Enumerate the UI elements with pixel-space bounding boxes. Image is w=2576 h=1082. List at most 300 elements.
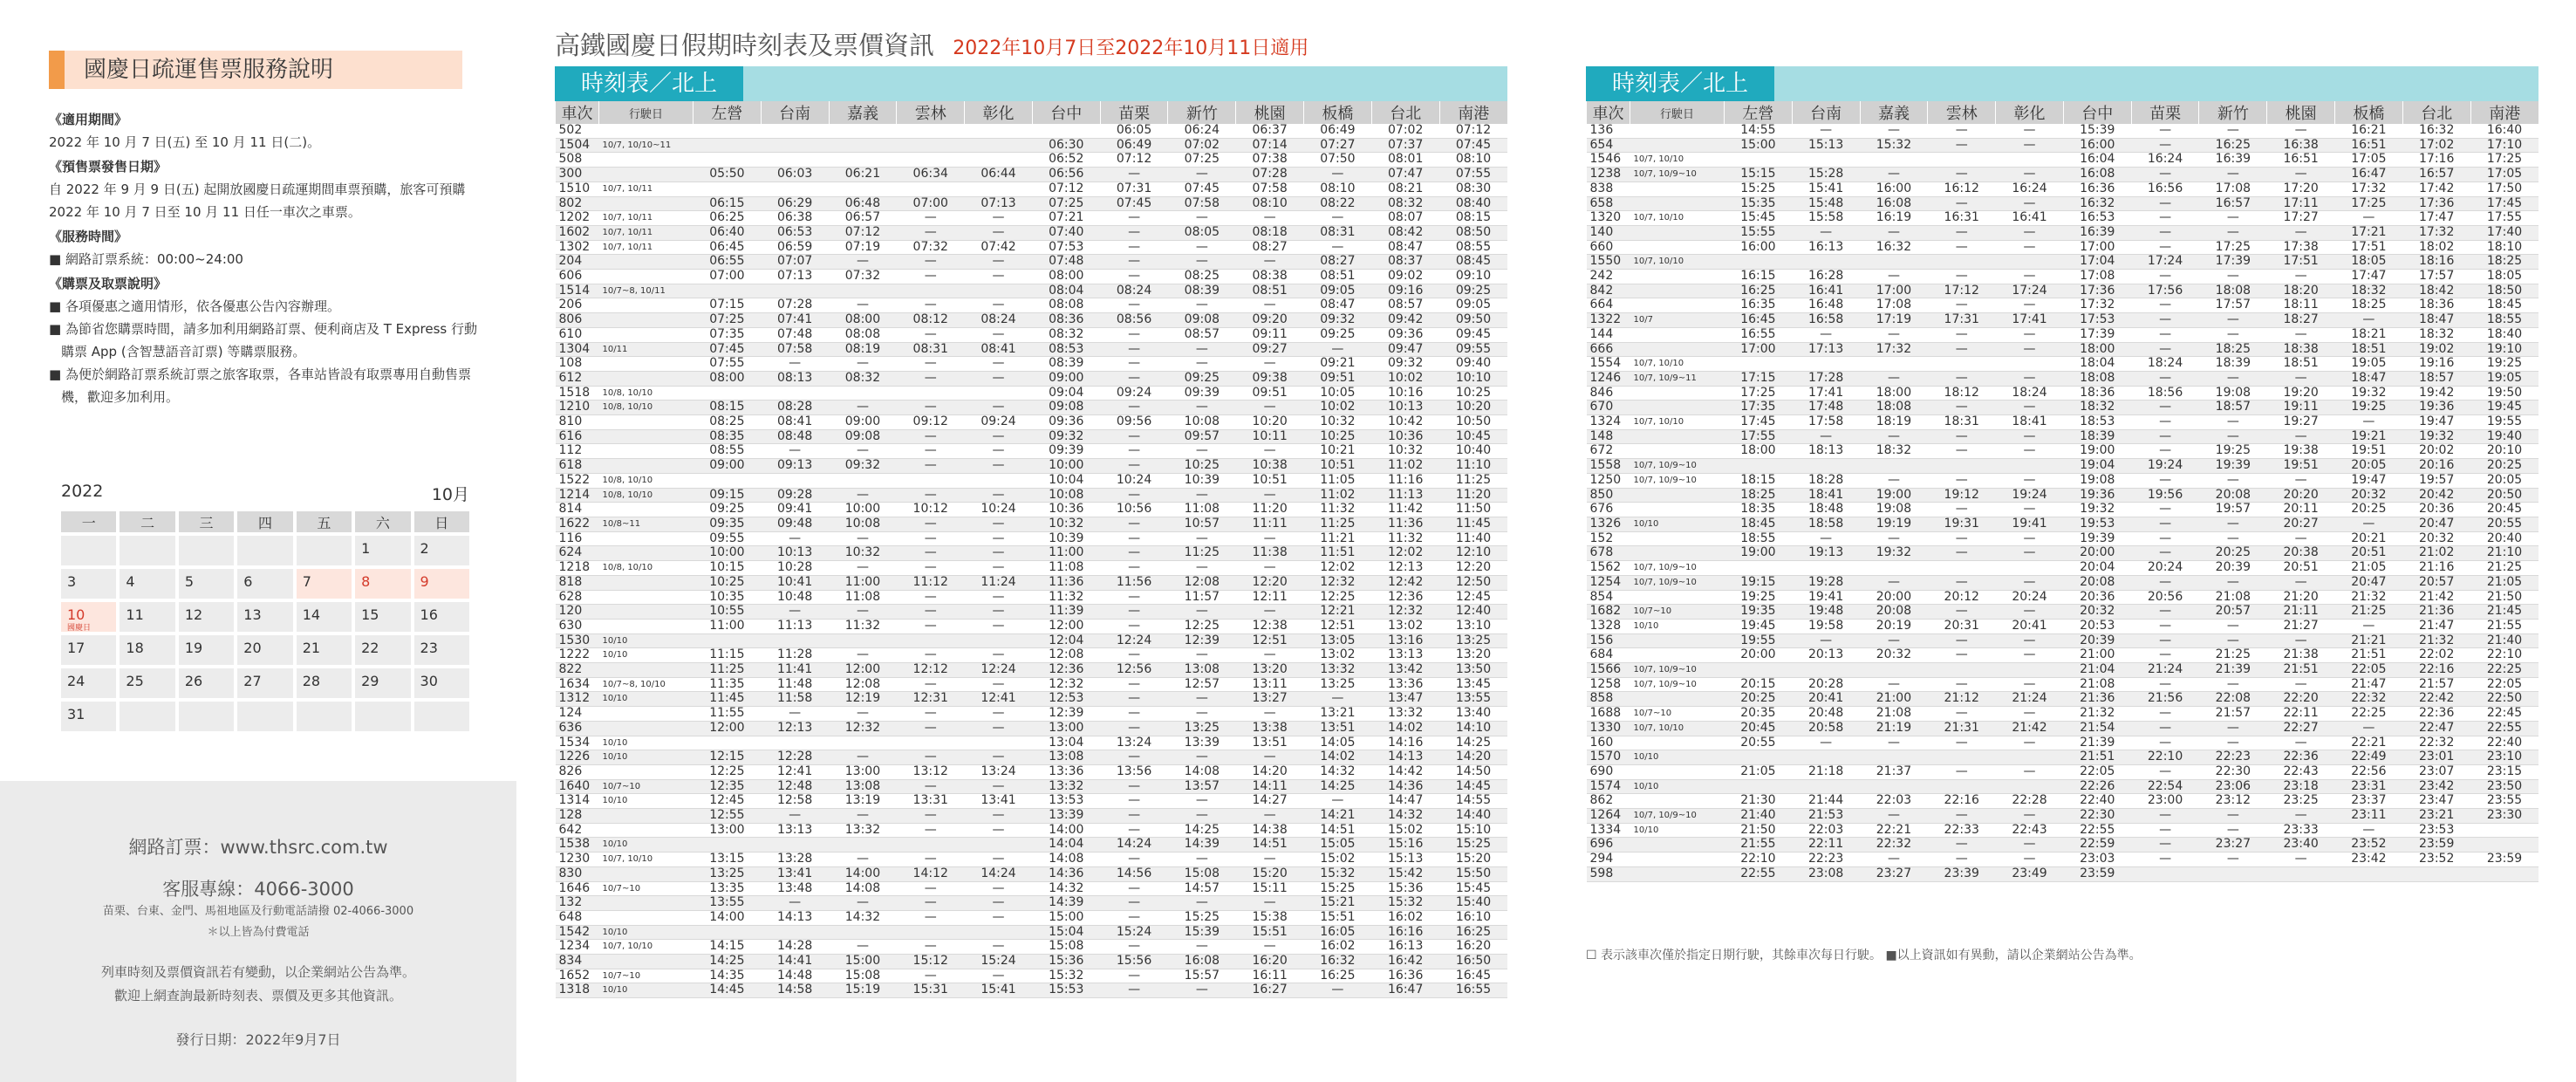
stop-time: — [965, 517, 1033, 531]
stop-time: — [1168, 794, 1236, 809]
stop-time: 22:40 [2063, 794, 2131, 809]
stop-time: — [1100, 853, 1168, 867]
run-days: 10/10 [1630, 517, 1725, 531]
stop-time: — [965, 255, 1033, 270]
stop-time: 18:35 [1725, 503, 1793, 517]
stop-time: 18:05 [2335, 255, 2403, 270]
stop-time: — [761, 605, 829, 620]
timetable-label-2: 時刻表／北上 [1586, 66, 1774, 101]
stop-time: 11:40 [1439, 531, 1507, 546]
stop-time [1792, 750, 1860, 765]
stop-time: 12:35 [694, 779, 762, 794]
stop-time: 16:08 [1168, 955, 1236, 969]
stop-time: 08:12 [897, 313, 965, 328]
stop-time: 13:10 [1439, 619, 1507, 633]
table-row [1587, 284, 2539, 298]
stop-time: — [2199, 168, 2267, 182]
stop-time: 17:36 [2063, 284, 2131, 298]
stop-time [829, 284, 897, 298]
stop-time: 20:24 [2131, 561, 2199, 576]
stop-time: — [2131, 342, 2199, 357]
stop-time: 06:48 [829, 196, 897, 211]
stop-time: — [1928, 138, 1996, 153]
table-row [1587, 255, 2539, 270]
stop-time: — [965, 211, 1033, 226]
stop-time: 15:36 [1032, 955, 1100, 969]
stop-time: 10:00 [1032, 459, 1100, 474]
stop-time: 19:05 [2335, 357, 2403, 372]
stop-time: 19:04 [2063, 459, 2131, 474]
stop-time: — [1928, 196, 1996, 211]
stop-time: 20:50 [2470, 488, 2538, 503]
run-days [599, 531, 694, 546]
stop-time: 17:12 [1928, 284, 1996, 298]
stop-time [1725, 459, 1793, 474]
stop-time: 22:05 [2063, 764, 2131, 779]
stop-time: 06:05 [1100, 124, 1168, 138]
stop-time: 12:04 [1032, 633, 1100, 648]
stop-time: 20:42 [2402, 488, 2470, 503]
stop-time: — [1168, 444, 1236, 459]
stop-time: 12:02 [1304, 561, 1372, 576]
table-row [556, 736, 1508, 750]
stop-time: 14:48 [761, 969, 829, 983]
stop-time: 07:19 [829, 240, 897, 255]
run-days: 10/7, 10/9~11 [1630, 371, 1725, 386]
stop-time: 12:36 [1371, 590, 1439, 605]
stop-time: 19:19 [1860, 517, 1928, 531]
stop-time: 20:15 [1725, 677, 1793, 692]
stop-time: 14:28 [761, 940, 829, 955]
stop-time: — [1996, 736, 2064, 750]
stop-time: 16:08 [2063, 168, 2131, 182]
stop-time: 14:11 [1236, 779, 1304, 794]
stop-time: — [2131, 270, 2199, 284]
run-days: 10/7, 10/11 [599, 240, 694, 255]
stop-time [965, 284, 1033, 298]
stop-time [1725, 153, 1793, 168]
stop-time [965, 386, 1033, 401]
table-row [556, 692, 1508, 707]
stop-time: 17:38 [2267, 240, 2335, 255]
stop-time: — [2131, 809, 2199, 824]
stop-time: 20:51 [2335, 546, 2403, 561]
stop-time: 20:19 [1860, 619, 1928, 633]
stop-time: — [2131, 429, 2199, 444]
stop-time: 16:02 [1371, 910, 1439, 925]
table-row [1587, 503, 2539, 517]
stop-time: 17:19 [1860, 313, 1928, 328]
stop-time: 12:25 [1168, 619, 1236, 633]
stop-time: 16:36 [1371, 969, 1439, 983]
column-header: 台北 [2402, 101, 2470, 124]
stop-time [1860, 663, 1928, 678]
stop-time: 09:24 [1100, 386, 1168, 401]
stop-time: 18:31 [1928, 415, 1996, 430]
stop-time: — [2267, 736, 2335, 750]
stop-time: 09:41 [761, 503, 829, 517]
stop-time: — [897, 255, 965, 270]
stop-time: — [1860, 575, 1928, 590]
table-row [1587, 240, 2539, 255]
stop-time: 18:38 [2267, 342, 2335, 357]
table-row [1587, 153, 2539, 168]
stop-time: 20:55 [2470, 517, 2538, 531]
stop-time: 10:50 [1439, 415, 1507, 430]
info-note: 歡迎上網查詢最新時刻表、票價及更多其他資訊。 [113, 988, 402, 1003]
stop-time: 11:20 [1236, 503, 1304, 517]
stop-time: — [829, 401, 897, 415]
stop-time: — [2199, 575, 2267, 590]
stop-time: 19:20 [2267, 386, 2335, 401]
stop-time: — [2199, 619, 2267, 633]
stop-time: 21:55 [2470, 619, 2538, 633]
stop-time: 15:32 [1860, 138, 1928, 153]
table-row [556, 750, 1508, 765]
run-days [599, 764, 694, 779]
stop-time: — [1236, 255, 1304, 270]
stop-time: 07:42 [965, 240, 1033, 255]
stop-time: 20:31 [1928, 619, 1996, 633]
stop-time: 19:24 [1996, 488, 2064, 503]
stop-time: 15:36 [1371, 881, 1439, 896]
table-row [1587, 459, 2539, 474]
stop-time: 21:40 [1725, 809, 1793, 824]
stop-time: 22:05 [2335, 663, 2403, 678]
stop-time: — [1168, 809, 1236, 824]
run-days [599, 459, 694, 474]
stop-time: 08:22 [1304, 196, 1372, 211]
calendar-day: 25 [120, 668, 174, 698]
stop-time: 19:08 [2063, 473, 2131, 488]
stop-time: 09:32 [1032, 429, 1100, 444]
table-row [556, 809, 1508, 824]
stop-time: 18:10 [2470, 240, 2538, 255]
table-row [556, 429, 1508, 444]
table-row [1587, 736, 2539, 750]
table-row [556, 371, 1508, 386]
stop-time: 16:20 [1439, 940, 1507, 955]
stop-time: 20:20 [2267, 488, 2335, 503]
run-days: 10/7~10 [1630, 707, 1725, 722]
stop-time: 11:08 [829, 590, 897, 605]
run-days: 10/8, 10/10 [599, 488, 694, 503]
stop-time [897, 736, 965, 750]
table-row [1587, 590, 2539, 605]
run-days [1630, 327, 1725, 342]
train-number: 648 [556, 910, 599, 925]
timetable-2 [1586, 101, 2538, 882]
stop-time: 22:25 [2335, 707, 2403, 722]
train-number: 658 [1587, 196, 1630, 211]
stop-time: 15:00 [1032, 910, 1100, 925]
stop-time: 09:08 [1168, 313, 1236, 328]
stop-time [897, 838, 965, 853]
table-row [556, 327, 1508, 342]
table-row [1587, 357, 2539, 372]
stop-time: — [1860, 225, 1928, 240]
stop-time: — [1100, 459, 1168, 474]
stop-time: — [1792, 225, 1860, 240]
table-row [1587, 270, 2539, 284]
stop-time: 18:08 [2199, 284, 2267, 298]
stop-time: 08:05 [1168, 225, 1236, 240]
stop-time: — [829, 488, 897, 503]
stop-time: — [1996, 853, 2064, 867]
stop-time: 10:00 [694, 546, 762, 561]
stop-time: 15:08 [829, 969, 897, 983]
stop-time: 22:02 [2402, 648, 2470, 663]
stop-time: 17:58 [1792, 415, 1860, 430]
stop-time: 10:08 [829, 517, 897, 531]
stop-time: 21:51 [2267, 663, 2335, 678]
stop-time: 19:41 [1996, 517, 2064, 531]
stop-time: 13:24 [965, 764, 1033, 779]
run-days: 10/8, 10/10 [599, 473, 694, 488]
train-number: 672 [1587, 444, 1630, 459]
stop-time: — [2199, 124, 2267, 138]
stop-time: — [1996, 401, 2064, 415]
stop-time: 12:00 [1032, 619, 1100, 633]
stop-time: 07:35 [694, 327, 762, 342]
run-days: 10/10 [599, 736, 694, 750]
train-number: 862 [1587, 794, 1630, 809]
stop-time: — [1100, 605, 1168, 620]
train-number: 1250 [1587, 473, 1630, 488]
stop-time: 13:04 [1032, 736, 1100, 750]
stop-time: 15:45 [1439, 881, 1507, 896]
stop-time: — [965, 750, 1033, 765]
column-header: 苗栗 [2131, 101, 2199, 124]
train-number: 1202 [556, 211, 599, 226]
run-days [599, 255, 694, 270]
stop-time: 15:21 [1304, 896, 1372, 911]
calendar-day: 24 [61, 668, 116, 698]
table-row [1587, 692, 2539, 707]
stop-time: 12:10 [1439, 546, 1507, 561]
stop-time: — [1928, 270, 1996, 284]
stop-time: 18:48 [1792, 503, 1860, 517]
run-days [1630, 196, 1725, 211]
stop-time: 18:24 [1996, 386, 2064, 401]
page-title-text: 高鐵國慶日假期時刻表及票價資訊 [555, 31, 935, 60]
stop-time: 16:21 [2335, 124, 2403, 138]
stop-time: — [2335, 823, 2403, 838]
stop-time: 09:39 [1168, 386, 1236, 401]
stop-time: 12:53 [1032, 692, 1100, 707]
stop-time: — [1100, 692, 1168, 707]
stop-time: 17:51 [2267, 255, 2335, 270]
stop-time: 12:41 [761, 764, 829, 779]
run-days [1630, 284, 1725, 298]
stop-time: 19:53 [2063, 517, 2131, 531]
train-number: 1570 [1587, 750, 1630, 765]
stop-time: 17:24 [2131, 255, 2199, 270]
stop-time: 23:18 [2267, 779, 2335, 794]
stop-time [1860, 750, 1928, 765]
stop-time: 16:24 [1996, 181, 2064, 196]
stop-time: — [2335, 517, 2403, 531]
stop-time: 08:15 [694, 401, 762, 415]
stop-time: — [897, 225, 965, 240]
stop-time: 15:53 [1032, 983, 1100, 998]
stop-time: — [1928, 327, 1996, 342]
stop-time: — [965, 459, 1033, 474]
table-row [1587, 298, 2539, 313]
stop-time: — [1996, 707, 2064, 722]
stop-time [1032, 124, 1100, 138]
stop-time: 22:25 [2470, 663, 2538, 678]
stop-time: — [1100, 809, 1168, 824]
train-number: 810 [556, 415, 599, 430]
stop-time: 20:11 [2267, 503, 2335, 517]
stop-time: 16:31 [1928, 211, 1996, 226]
stop-time: 17:55 [1725, 429, 1793, 444]
stop-time: 17:45 [1725, 415, 1793, 430]
table-row [1587, 648, 2539, 663]
train-number: 128 [556, 809, 599, 824]
stop-time: 20:39 [2199, 561, 2267, 576]
stop-time: — [897, 910, 965, 925]
table-row [1587, 181, 2539, 196]
stop-time [1792, 561, 1860, 576]
run-days [1630, 794, 1725, 809]
stop-time: 08:27 [1304, 255, 1372, 270]
stop-time: 16:02 [1304, 940, 1372, 955]
run-days: 10/7, 10/11 [599, 211, 694, 226]
calendar-day: 22 [355, 635, 410, 665]
stop-time: 10:20 [1236, 415, 1304, 430]
table-row [1587, 473, 2539, 488]
stop-time: — [1792, 633, 1860, 648]
stop-time: 15:20 [1439, 853, 1507, 867]
stop-time [1996, 561, 2064, 576]
stop-time: 12:00 [694, 721, 762, 736]
stop-time: 17:11 [2267, 196, 2335, 211]
stop-time: — [1304, 794, 1372, 809]
stop-time: 08:10 [1439, 153, 1507, 168]
stop-time [1792, 663, 1860, 678]
stop-time: 13:45 [1439, 677, 1507, 692]
timetable-panel-2 [1586, 66, 2538, 882]
stop-time [1792, 255, 1860, 270]
stop-time: 12:19 [829, 692, 897, 707]
stop-time: 10:42 [1371, 415, 1439, 430]
calendar-weekday: 二 [120, 511, 174, 532]
train-number: 1222 [556, 648, 599, 663]
train-number: 636 [556, 721, 599, 736]
stop-time: — [1928, 853, 1996, 867]
train-number: 654 [1587, 138, 1630, 153]
calendar-day: 12 [179, 602, 234, 632]
stop-time: — [761, 896, 829, 911]
stop-time: — [1860, 371, 1928, 386]
train-number: 1264 [1587, 809, 1630, 824]
train-number: 814 [556, 503, 599, 517]
stop-time: 15:32 [1371, 896, 1439, 911]
stop-time: 14:55 [1439, 794, 1507, 809]
stop-time: 13:08 [829, 779, 897, 794]
stop-time: — [1792, 124, 1860, 138]
stop-time [2470, 866, 2538, 881]
stop-time: 17:32 [1860, 342, 1928, 357]
stop-time: 23:03 [2063, 853, 2131, 867]
stop-time: 06:24 [1168, 124, 1236, 138]
stop-time: 18:16 [2402, 255, 2470, 270]
stop-time: — [829, 750, 897, 765]
stop-time: — [2199, 429, 2267, 444]
train-number: 1302 [556, 240, 599, 255]
stop-time: 16:12 [1928, 181, 1996, 196]
stop-time: 18:45 [1725, 517, 1793, 531]
calendar-day [179, 702, 234, 731]
stop-time: 10:13 [1371, 401, 1439, 415]
stop-time: 07:32 [897, 240, 965, 255]
stop-time: — [1928, 298, 1996, 313]
stop-time: 17:08 [1860, 298, 1928, 313]
train-number: 858 [1587, 692, 1630, 707]
stop-time: 20:55 [1725, 736, 1793, 750]
stop-time: 12:24 [1100, 633, 1168, 648]
stop-time: 07:48 [761, 327, 829, 342]
timetable-1 [555, 101, 1507, 998]
stop-time: 15:41 [1792, 181, 1860, 196]
stop-time: 14:25 [1439, 736, 1507, 750]
stop-time: — [1304, 168, 1372, 182]
stop-time: 19:31 [1928, 517, 1996, 531]
stop-time: 12:00 [829, 663, 897, 678]
stop-time [1928, 357, 1996, 372]
stop-time: — [1928, 648, 1996, 663]
run-days: 10/8, 10/10 [599, 401, 694, 415]
stop-time: 17:31 [1928, 313, 1996, 328]
stop-time: 06:52 [1032, 153, 1100, 168]
stop-time: — [965, 488, 1033, 503]
stop-time: — [965, 779, 1033, 794]
stop-time: 13:35 [694, 881, 762, 896]
stop-time: 06:21 [829, 168, 897, 182]
stop-time: 17:25 [2199, 240, 2267, 255]
table-row [556, 138, 1508, 153]
stop-time: 20:04 [2063, 561, 2131, 576]
train-number: 160 [1587, 736, 1630, 750]
stop-time: — [829, 896, 897, 911]
train-number: 834 [556, 955, 599, 969]
stop-time: 12:20 [1236, 575, 1304, 590]
stop-time: — [1928, 342, 1996, 357]
stop-time: 09:56 [1100, 415, 1168, 430]
stop-time: — [1996, 764, 2064, 779]
stop-time: 08:10 [1236, 196, 1304, 211]
stop-time: — [2267, 270, 2335, 284]
stop-time [694, 181, 762, 196]
run-days: 10/10 [1630, 750, 1725, 765]
holiday-label: 國慶日 [67, 624, 92, 633]
calendar-day: 20 [237, 635, 292, 665]
stop-time: 18:32 [2335, 284, 2403, 298]
stop-time: 18:39 [2199, 357, 2267, 372]
stop-time: 23:52 [2335, 838, 2403, 853]
stop-time: 17:56 [2131, 284, 2199, 298]
stop-time: — [1236, 853, 1304, 867]
stop-time [1996, 255, 2064, 270]
stop-time: 08:47 [1371, 240, 1439, 255]
stop-time: 19:57 [2199, 503, 2267, 517]
stop-time: 07:41 [761, 313, 829, 328]
stop-time: 19:41 [1792, 590, 1860, 605]
calendar-day: 1 [355, 536, 410, 565]
stop-time: — [897, 270, 965, 284]
